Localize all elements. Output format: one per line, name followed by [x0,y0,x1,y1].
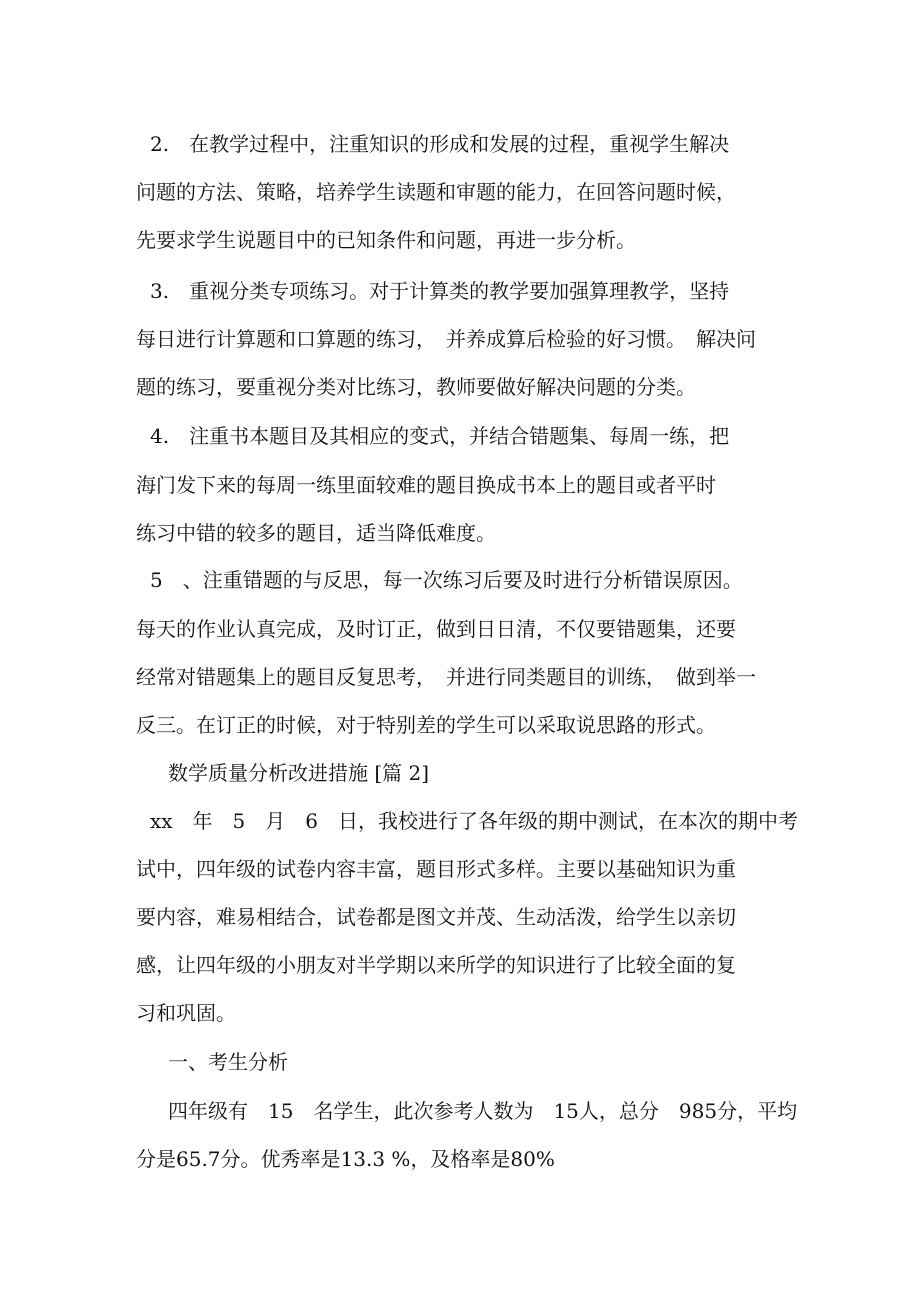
paragraph-3-line-1: 3. 重视分类专项练习。对于计算类的教学要加强算理教学，坚持 [150,279,730,303]
paragraph-5-line-3: 经常对错题集上的题目反复思考， 并进行同类题目的训练， 做到举一 [136,665,756,689]
piece-2-paragraph-1-line-4: 感，让四年级的小朋友对半学期以来所学的知识进行了比较全面的复 [136,953,736,977]
candidate-analysis-line-2: 分是65.7分。优秀率是13.3 %，及格率是80% [136,1147,555,1171]
paragraph-5-line-1: 5 、注重错题的与反思，每一次练习后要及时进行分析错误原因。 [150,568,743,592]
piece-2-paragraph-1-line-5: 习和巩固。 [136,1001,236,1025]
paragraph-2-line-2: 问题的方法、策略，培养学生读题和审题的能力，在回答问题时候， [136,180,736,204]
paragraph-5-line-2: 每天的作业认真完成，及时订正，做到日日清，不仅要错题集，还要 [136,617,736,641]
paragraph-5-line-4: 反三。在订正的时候，对于特别差的学生可以采取说思路的形式。 [136,713,716,737]
paragraph-2-line-1: 2. 在教学过程中，注重知识的形成和发展的过程，重视学生解决 [150,132,730,156]
subheading-candidate-analysis: 一、考生分析 [168,1050,288,1074]
piece-2-paragraph-1-line-1: xx 年 5 月 6 日，我校进行了各年级的期中测试，在本次的期中考 [150,809,799,833]
piece-2-paragraph-1-line-2: 试中，四年级的试卷内容丰富，题目形式多样。主要以基础知识为重 [136,857,736,881]
paragraph-3-line-3: 题的练习，要重视分类对比练习，教师要做好解决问题的分类。 [136,375,696,399]
paragraph-4-line-2: 海门发下来的每周一练里面较难的题目换成书本上的题目或者平时 [136,473,716,497]
paragraph-4-line-3: 练习中错的较多的题目，适当降低难度。 [136,521,496,545]
paragraph-4-line-1: 4. 注重书本题目及其相应的变式，并结合错题集、每周一练，把 [150,424,730,448]
candidate-analysis-line-1: 四年级有 15 名学生，此次参考人数为 15人，总分 985分，平均 [168,1099,798,1123]
paragraph-3-line-2: 每日进行计算题和口算题的练习， 并养成算后检验的好习惯。 解决问 [136,327,756,351]
paragraph-2-line-3: 先要求学生说题目中的已知条件和问题，再进一步分析。 [136,228,636,252]
section-heading-piece-2: 数学质量分析改进措施 [篇 2] [168,761,430,785]
piece-2-paragraph-1-line-3: 要内容，难易相结合，试卷都是图文并茂、生动活泼，给学生以亲切 [136,905,736,929]
